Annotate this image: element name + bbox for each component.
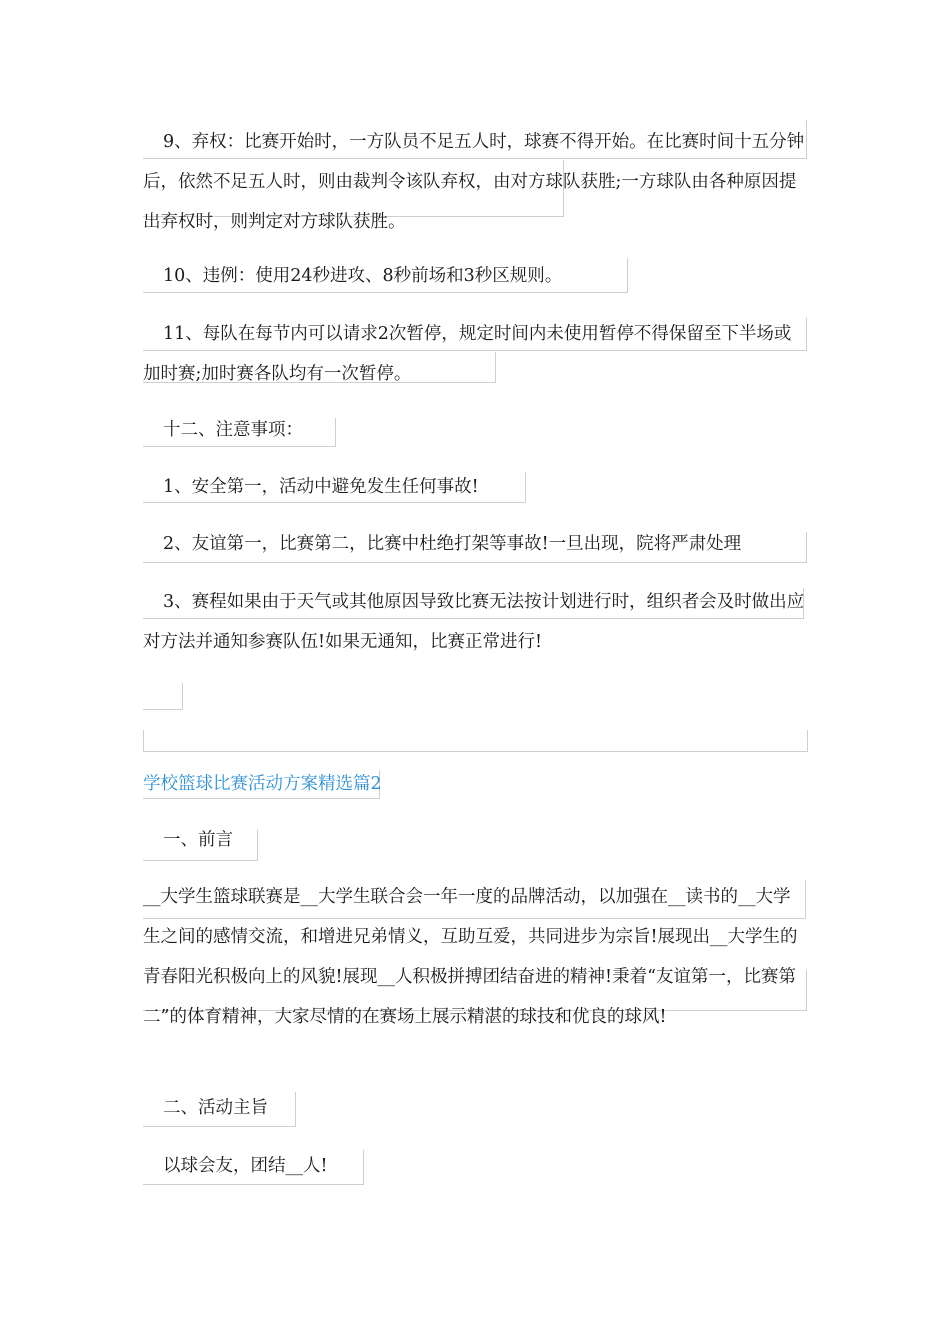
note-item-3: 3、赛程如果由于天气或其他原因导致比赛无法按计划进行时，组织者会及时做出应对方法并通知参赛队伍!如果无通知，比赛正常进行! xyxy=(143,592,805,652)
section-title[interactable]: 学校篮球比赛活动方案精选篇2 xyxy=(143,774,382,794)
notes-heading: 十二、注意事项： xyxy=(163,420,303,440)
rule-violation: 10、违例：使用24秒进攻、8秒前场和3秒区规则。 xyxy=(163,266,563,286)
blank-frame xyxy=(143,683,183,710)
note-item-2: 2、友谊第一，比赛第二，比赛中杜绝打架等事故!一旦出现，院将严肃处理 xyxy=(163,534,742,554)
preface-body: __大学生篮球联赛是__大学生联合会一年一度的品牌活动，以加强在__读书的__大学生之间的感情交流，和增进兄弟情义，互助互爱，共同进步为宗旨!展现出__大学生的青春阳光积极向上的风貌!展现__人积极拼搏团结奋进的精神!秉着“友谊第一，比赛第二”的体育精神，大家尽情的在赛场上展示精湛的球技和优良的球风! xyxy=(143,887,798,1027)
rule-timeout: 11、每队在每节内可以请求2次暂停，规定时间内未使用暂停不得保留至下半场或加时赛;加时赛各队均有一次暂停。 xyxy=(143,324,792,384)
separator-frame-left xyxy=(143,730,144,751)
purpose-body: 以球会友，团结__人! xyxy=(163,1156,328,1176)
separator-frame xyxy=(143,730,808,752)
purpose-heading: 二、活动主旨 xyxy=(163,1098,268,1118)
rule-forfeit: 9、弃权：比赛开始时，一方队员不足五人时，球赛不得开始。在比赛时间十五分钟后，依然不足五人时，则由裁判令该队弃权，由对方球队获胜;一方球队由各种原因提出弃权时，则判定对方球队获胜。 xyxy=(143,132,805,232)
preface-heading: 一、前言 xyxy=(163,830,233,850)
note-item-1: 1、安全第一，活动中避免发生任何事故! xyxy=(163,477,479,497)
